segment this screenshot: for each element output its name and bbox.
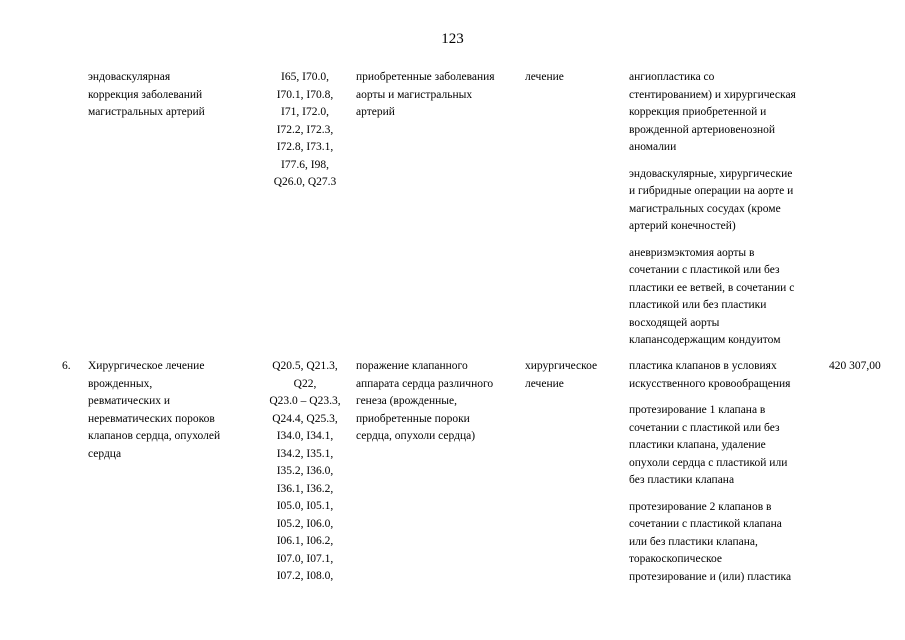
text-line: I05.0, I05.1, [276,500,334,512]
text-line: лечение [525,71,564,83]
text-line: I72.2, I72.3, [276,123,334,136]
treatment-type [525,69,620,87]
text-line: аневризмэктомия аорты в [629,246,755,259]
method-item [629,358,821,393]
price: 420 307,00 [829,360,881,372]
icd-codes [262,358,348,586]
text-line: искусственного кровообращения [629,377,791,390]
icd-codes [262,69,348,192]
text-line: торакоскопическое [629,553,722,565]
text-line: врожденной артериовенозной [629,123,776,136]
text-line: приобретенные пороки [356,412,470,425]
treatment-type [525,358,620,393]
text-line: ангиопластика со [629,71,715,83]
text-line: приобретенные заболевания [356,71,495,83]
treatment-methods [629,358,821,595]
text-line: клапанов сердца, опухолей [88,430,221,442]
text-line: магистральных сосудах (кроме [629,202,781,215]
text-line: коррекция заболеваний [88,88,203,101]
text-line: сочетании с пластикой или без [629,264,780,276]
procedure-name [88,358,260,463]
text-line: сердца [88,447,122,460]
text-line: I36.1, I36.2, [276,482,334,495]
text-line: поражение клапанного [356,360,468,372]
text-line: протезирование и (или) пластика [629,570,792,583]
text-line: I35.2, I36.0, [276,465,334,477]
method-item [629,402,821,490]
text-line: I71, I72.0, [281,106,329,118]
text-line: неревматических пороков [88,412,215,425]
text-line: пластикой или без пластики [629,299,767,311]
text-line: I72.8, I73.1, [276,141,334,153]
text-line: артерий [356,106,395,118]
text-line: коррекция приобретенной и [629,106,767,118]
page-number: 123 [441,31,464,47]
text-line: Q24.4, Q25.3, [272,412,338,425]
text-line: или без пластики клапана, [629,535,758,548]
text-line: аорты и магистральных [356,88,473,101]
method-item [629,69,821,157]
text-line: сочетании с пластикой или без [629,421,780,434]
text-line: I65, I70.0, [281,71,329,83]
text-line: I34.2, I35.1, [276,447,334,460]
text-line: Хирургическое лечение [88,360,205,372]
text-line: I07.0, I07.1, [276,552,334,565]
text-line: эндоваскулярная [88,71,171,83]
text-line: эндоваскулярные, хирургические [629,167,793,180]
text-line: без пластики клапана [629,474,735,486]
text-line: Q22, [293,377,317,390]
text-line: пластики клапана, удаление [629,439,766,451]
text-line: пластика клапанов в условиях [629,360,777,372]
text-line: протезирование 2 клапанов в [629,500,772,513]
text-line: ревматических и [88,395,171,407]
text-line: лечение [525,377,564,390]
text-line: сочетании с пластикой клапана [629,518,782,530]
text-line: восходящей аорты [629,316,720,329]
patient-model [356,69,516,122]
text-line: протезирование 1 клапана в [629,404,766,416]
text-line: Q20.5, Q21.3, [272,360,338,372]
text-line: хирургическое [525,360,598,372]
text-line: сердца, опухоли сердца) [356,430,476,442]
text-line: Q26.0, Q27.3 [273,176,337,188]
text-line: I70.1, I70.8, [276,88,334,101]
text-line: аппарата сердца различного [356,377,494,390]
text-line: опухоли сердца с пластикой или [629,456,788,469]
text-line: клапансодержащим кондуитом [629,334,781,346]
patient-model [356,358,516,446]
text-line: аномалии [629,141,677,153]
treatment-methods [629,69,821,359]
text-line: стентированием) и хирургическая [629,88,796,101]
text-line: магистральных артерий [88,106,205,118]
text-line: I77.6, I98, [281,158,329,171]
text-line: врожденных, [88,377,153,390]
text-line: I34.0, I34.1, [276,430,334,442]
procedure-name [88,69,260,122]
text-line: пластики ее ветвей, в сочетании с [629,281,795,294]
method-item [629,499,821,587]
text-line: и гибридные операции на аорте и [629,185,794,197]
row-number: 6. [62,360,71,372]
text-line: артерий конечностей) [629,220,736,232]
text-line: Q23.0 – Q23.3, [269,395,341,407]
text-line: I05.2, I06.0, [276,517,334,530]
text-line: генеза (врожденные, [356,395,457,407]
text-line: I06.1, I06.2, [276,535,334,547]
text-line: I07.2, I08.0, [276,570,334,582]
method-item [629,166,821,236]
method-item [629,245,821,350]
